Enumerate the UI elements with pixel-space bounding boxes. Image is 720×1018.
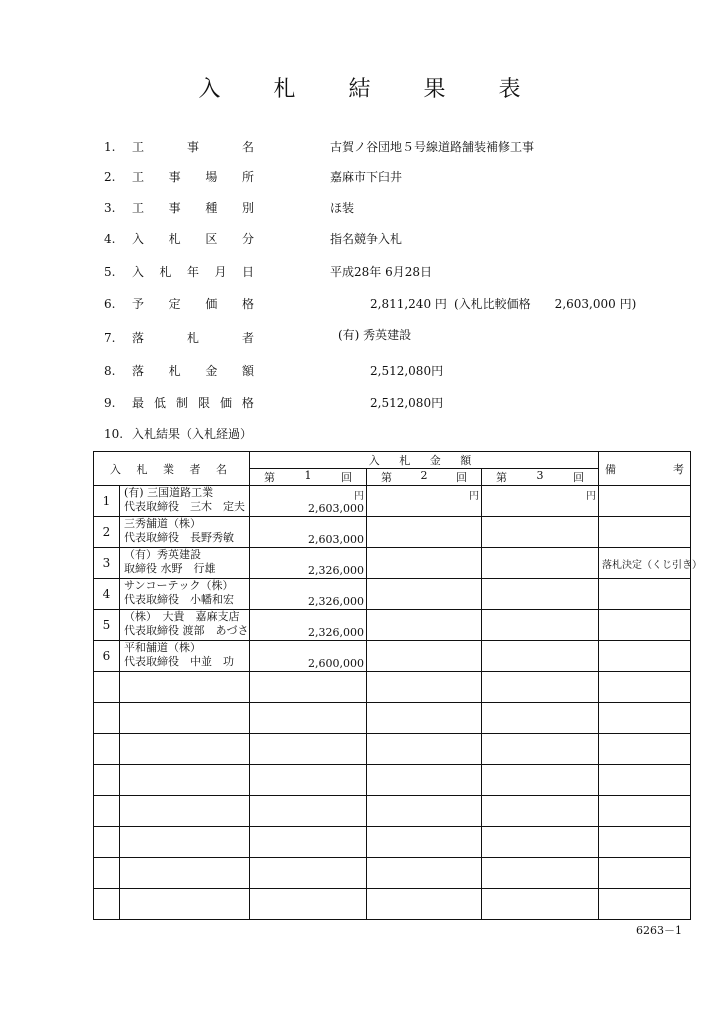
empty-row	[94, 796, 691, 827]
info-label-char: 事	[168, 201, 181, 215]
round-3-amount	[482, 610, 599, 641]
bid-amount: 2,326,000	[308, 564, 364, 577]
empty-cell	[367, 889, 482, 920]
table-row	[94, 517, 691, 548]
bidder-cell	[120, 486, 250, 517]
empty-cell	[599, 734, 691, 765]
info-label-char: 場	[205, 170, 218, 184]
header-round-3: 第 3 回	[482, 469, 599, 486]
empty-cell	[367, 672, 482, 703]
empty-cell	[120, 672, 250, 703]
info-label-char: 者	[241, 331, 254, 345]
empty-cell	[120, 796, 250, 827]
empty-cell	[599, 672, 691, 703]
empty-cell	[250, 703, 367, 734]
bidder-cell	[120, 548, 250, 579]
round-3-amount	[482, 517, 599, 548]
bidder-representative: 取締役 水野 行雄	[124, 562, 216, 575]
empty-cell	[599, 765, 691, 796]
info-label-char: 年	[186, 265, 199, 279]
empty-cell	[120, 734, 250, 765]
remark-cell	[599, 579, 691, 610]
empty-row	[94, 765, 691, 796]
bidder-company: サンコーテック（株）	[124, 579, 234, 592]
info-row	[104, 167, 704, 187]
round-2-amount	[367, 579, 482, 610]
info-label	[132, 262, 254, 282]
info-number: 1.	[104, 140, 116, 154]
page-title	[0, 72, 720, 103]
round-1-amount	[250, 641, 367, 672]
info-number: 9.	[104, 396, 116, 410]
empty-row	[94, 703, 691, 734]
round-1-amount	[250, 517, 367, 548]
yen-unit: 円	[586, 491, 597, 502]
info-value: (有) 秀英建設	[338, 328, 412, 342]
empty-cell	[120, 889, 250, 920]
info-label-char: 区	[205, 232, 218, 246]
info-label-char: 所	[241, 170, 254, 184]
bidder-cell	[120, 610, 250, 641]
bidder-representative: 代表取締役 三木 定夫	[124, 500, 245, 513]
bid-amount: 2,600,000	[308, 657, 364, 670]
header-round-2: 第 2 回	[367, 469, 482, 486]
row-index: 2	[94, 517, 120, 548]
info-label-char: 日	[241, 265, 254, 279]
empty-cell	[120, 765, 250, 796]
bid-amount: 2,326,000	[308, 626, 364, 639]
round-2-amount	[367, 610, 482, 641]
info-label-char: 入	[132, 265, 145, 279]
info-label-char: 別	[241, 201, 254, 215]
empty-cell	[250, 734, 367, 765]
info-number: 5.	[104, 265, 116, 279]
info-label	[132, 361, 254, 381]
empty-cell	[250, 796, 367, 827]
bid-amount: 2,603,000	[308, 502, 364, 515]
info-number: 8.	[104, 364, 116, 378]
empty-cell	[482, 734, 599, 765]
round-1-amount	[250, 579, 367, 610]
info-label-char: 定	[168, 297, 181, 311]
table-row	[94, 548, 691, 579]
remark-cell	[599, 486, 691, 517]
bidder-cell	[120, 641, 250, 672]
info-label-char: 札	[159, 265, 172, 279]
info-number: 7.	[104, 331, 116, 345]
bidder-cell	[120, 517, 250, 548]
yen-unit: 円	[354, 491, 364, 502]
info-value: 嘉麻市下臼井	[330, 170, 403, 184]
empty-cell	[367, 858, 482, 889]
round-2-amount	[367, 486, 482, 517]
empty-cell	[94, 703, 120, 734]
info-label-char: 格	[241, 297, 254, 311]
info-label-char: 事	[186, 140, 199, 154]
info-label-char: 種	[205, 201, 218, 215]
empty-cell	[94, 858, 120, 889]
info-label-char: 事	[168, 170, 181, 184]
info-label	[132, 198, 254, 218]
info-label-char: 制	[175, 396, 188, 410]
empty-cell	[482, 858, 599, 889]
info-row	[104, 229, 704, 249]
info-label	[132, 294, 254, 314]
title-char: 結	[348, 77, 372, 102]
table-row	[94, 486, 691, 517]
info-label-char: 額	[241, 364, 254, 378]
title-char: 札	[273, 77, 297, 102]
info-label-char: 最	[132, 396, 145, 410]
empty-cell	[482, 796, 599, 827]
empty-cell	[367, 765, 482, 796]
header-round-1: 第 1 回	[250, 469, 367, 486]
empty-cell	[94, 734, 120, 765]
empty-row	[94, 889, 691, 920]
round-1-amount	[250, 486, 367, 517]
info-label	[132, 328, 254, 348]
empty-cell	[599, 796, 691, 827]
info-label-char: 入	[132, 232, 145, 246]
info-label-char: 落	[132, 331, 145, 345]
empty-cell	[120, 858, 250, 889]
info-value: 指名競争入札	[330, 232, 403, 246]
empty-cell	[599, 703, 691, 734]
info-row	[104, 137, 704, 157]
bidder-company: （株） 大貴 嘉麻支店	[124, 610, 240, 623]
info-label	[132, 229, 254, 249]
info-number: 10.	[104, 427, 124, 441]
round-3-amount	[482, 548, 599, 579]
empty-cell	[367, 796, 482, 827]
table-row	[94, 641, 691, 672]
remark-cell	[599, 517, 691, 548]
empty-cell	[94, 827, 120, 858]
round-1-amount	[250, 548, 367, 579]
info-label-char: 工	[132, 201, 145, 215]
remark-cell: 落札決定（くじ引き）	[599, 548, 691, 579]
title-char: 表	[498, 77, 522, 102]
info-label-char: 工	[132, 140, 145, 154]
bidder-cell	[120, 579, 250, 610]
info-number: 4.	[104, 232, 116, 246]
empty-cell	[120, 703, 250, 734]
title-char: 果	[423, 77, 447, 102]
info-value: ほ装	[330, 201, 355, 215]
round-1-amount	[250, 610, 367, 641]
empty-cell	[599, 827, 691, 858]
info-label	[132, 167, 254, 187]
info-label-char: 限	[197, 396, 210, 410]
table-row	[94, 610, 691, 641]
info-value: 古賀ノ谷団地５号線道路舗装補修工事	[330, 140, 535, 154]
empty-cell	[482, 703, 599, 734]
empty-cell	[367, 827, 482, 858]
info-label-char: 札	[186, 331, 199, 345]
info-label-char: 格	[241, 396, 254, 410]
header-remarks: 備 考	[599, 452, 691, 486]
info-label	[132, 393, 254, 413]
info-number: 6.	[104, 297, 116, 311]
info-number: 2.	[104, 170, 116, 184]
info-label-char: 分	[241, 232, 254, 246]
empty-cell	[120, 827, 250, 858]
empty-cell	[599, 858, 691, 889]
info-row	[104, 328, 704, 348]
empty-cell	[250, 765, 367, 796]
info-label-char: 札	[168, 364, 181, 378]
title-char: 入	[198, 77, 222, 102]
empty-cell	[482, 672, 599, 703]
empty-cell	[94, 796, 120, 827]
empty-cell	[250, 672, 367, 703]
info-label-char: 工	[132, 170, 145, 184]
bidder-representative: 代表取締役 渡部 あづさ	[124, 624, 249, 637]
bidder-representative: 代表取締役 中並 功	[124, 655, 234, 668]
round-3-amount	[482, 579, 599, 610]
round-2-amount	[367, 548, 482, 579]
remark-cell	[599, 610, 691, 641]
header-bid-amount: 入 札 金 額	[250, 452, 599, 469]
yen-unit: 円	[469, 491, 479, 502]
bidder-company: 平和舗道（株）	[124, 641, 201, 654]
empty-cell	[482, 827, 599, 858]
info-value: 2,811,240 円	[370, 297, 447, 311]
info-row	[104, 294, 704, 314]
info-value: 平成28年 6月28日	[330, 265, 432, 279]
info-row	[104, 198, 704, 218]
empty-cell	[94, 672, 120, 703]
row-index: 5	[94, 610, 120, 641]
info-label: 入札結果（入札経過）	[132, 427, 253, 441]
info-value: 2,512,080円	[370, 396, 444, 410]
empty-row	[94, 858, 691, 889]
info-label	[132, 137, 254, 157]
info-label-char: 落	[132, 364, 145, 378]
empty-cell	[94, 765, 120, 796]
empty-cell	[94, 889, 120, 920]
bidder-representative: 代表取締役 長野秀敏	[124, 531, 234, 544]
info-label-char: 金	[205, 364, 218, 378]
empty-row	[94, 827, 691, 858]
info-row	[104, 361, 704, 381]
empty-cell	[482, 889, 599, 920]
round-3-amount	[482, 486, 599, 517]
info-row	[104, 393, 704, 413]
bidder-company: 三秀舗道（株）	[124, 517, 201, 530]
empty-cell	[250, 827, 367, 858]
bidder-company: （有）秀英建設	[124, 548, 201, 561]
empty-row	[94, 672, 691, 703]
empty-cell	[599, 889, 691, 920]
empty-row	[94, 734, 691, 765]
round-2-amount	[367, 641, 482, 672]
empty-cell	[250, 889, 367, 920]
bid-amount: 2,326,000	[308, 595, 364, 608]
info-label-char: 札	[168, 232, 181, 246]
table-row	[94, 579, 691, 610]
round-2-amount	[367, 517, 482, 548]
info-label-char: 価	[205, 297, 218, 311]
row-index: 4	[94, 579, 120, 610]
bidder-representative: 代表取締役 小幡和宏	[124, 593, 234, 606]
remark-cell	[599, 641, 691, 672]
page-number: 6263－1	[636, 924, 682, 937]
info-row	[104, 262, 704, 282]
row-index: 3	[94, 548, 120, 579]
bid-results-table	[93, 451, 703, 920]
bidder-company: (有) 三国道路工業	[124, 486, 214, 499]
info-label-char: 価	[219, 396, 232, 410]
empty-cell	[367, 703, 482, 734]
bid-amount: 2,603,000	[308, 533, 364, 546]
empty-cell	[250, 858, 367, 889]
row-index: 1	[94, 486, 120, 517]
comparison-price: (入札比較価格 2,603,000 円)	[454, 297, 637, 311]
empty-cell	[482, 765, 599, 796]
info-number: 3.	[104, 201, 116, 215]
info-label-char: 予	[132, 297, 145, 311]
empty-cell	[367, 734, 482, 765]
header-bidder-name: 入 札 業 者 名	[94, 452, 250, 486]
info-label-char: 月	[214, 265, 227, 279]
round-3-amount	[482, 641, 599, 672]
info-row	[104, 424, 704, 444]
row-index: 6	[94, 641, 120, 672]
info-label-char: 低	[153, 396, 166, 410]
info-label-char: 名	[241, 140, 254, 154]
info-value: 2,512,080円	[370, 364, 444, 378]
